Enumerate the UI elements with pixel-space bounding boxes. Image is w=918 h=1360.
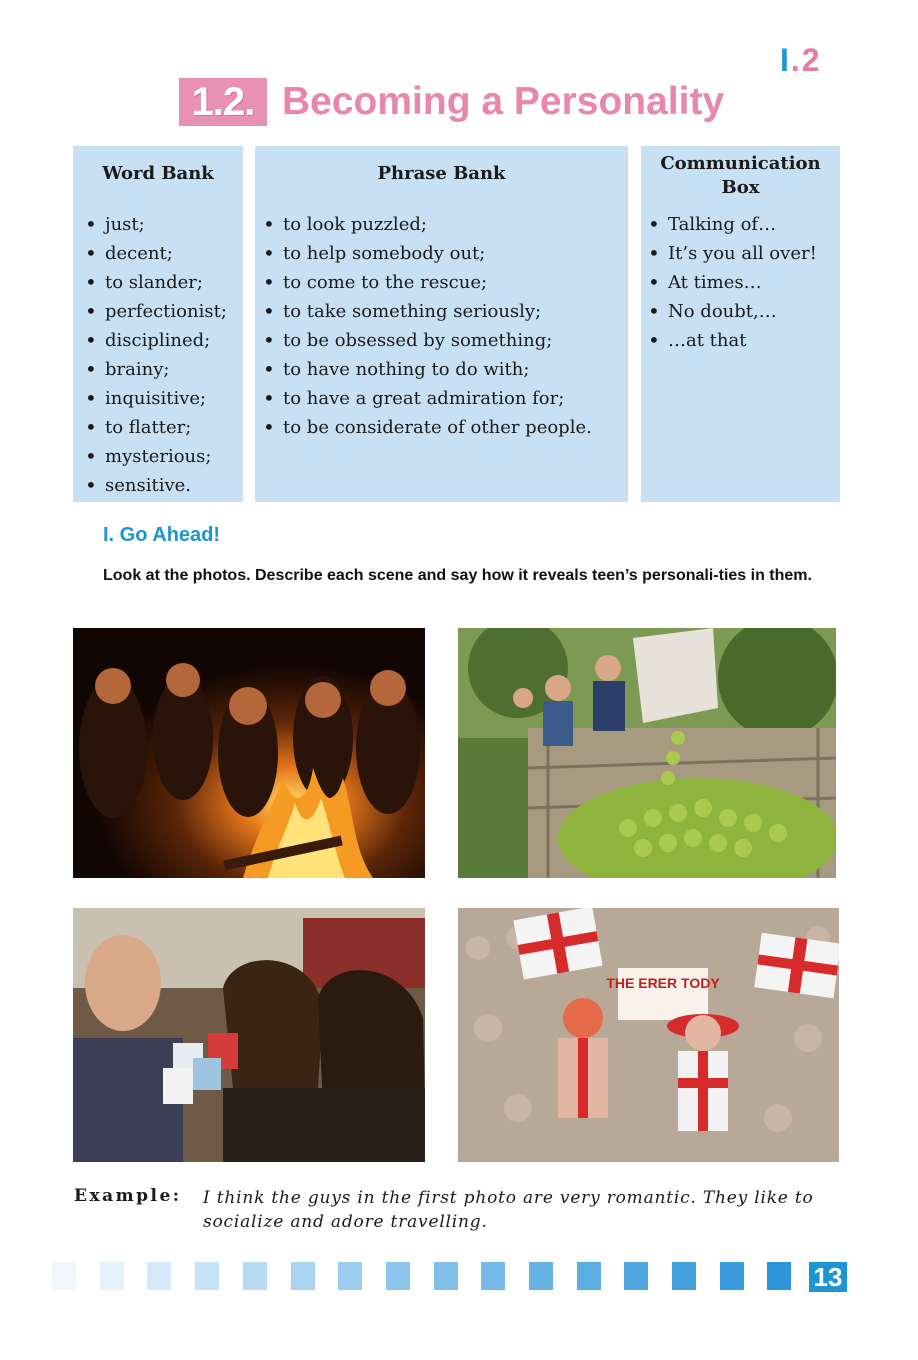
footer-square xyxy=(338,1262,362,1290)
footer-square xyxy=(767,1262,791,1290)
list-item: • Talking of… xyxy=(648,210,817,239)
list-item: • perfectionist; xyxy=(85,297,227,326)
communication-box-heading-line2: Box xyxy=(721,177,760,198)
footer-square xyxy=(386,1262,410,1290)
example-text: I think the guys in the first photo are very romantic. They like to socialize and adore travelling. xyxy=(203,1188,814,1232)
list-item: • …at that xyxy=(648,326,817,355)
list-item: • to be obsessed by something; xyxy=(263,326,592,355)
communication-box xyxy=(641,146,840,502)
list-item: • brainy; xyxy=(85,355,227,384)
list-item: • to slander; xyxy=(85,268,227,297)
fans-sign-text: THE ERER TODY xyxy=(606,975,720,991)
photo-football-fans xyxy=(458,908,839,1162)
footer-square xyxy=(195,1262,219,1290)
list-item: • inquisitive; xyxy=(85,384,227,413)
phrase-bank-box xyxy=(255,146,628,502)
word-bank-heading: Word Bank xyxy=(102,163,214,184)
footer-square xyxy=(624,1262,648,1290)
word-bank-list xyxy=(85,210,227,500)
list-item: • to take something seriously; xyxy=(263,297,592,326)
task-instructions: Look at the photos. Describe each scene and say how it reveals teen’s personali-ties in them. xyxy=(103,567,812,584)
list-item: • to have a great admiration for; xyxy=(263,384,592,413)
footer-square xyxy=(291,1262,315,1290)
phrase-bank-list xyxy=(263,210,592,442)
list-item: • decent; xyxy=(85,239,227,268)
footer-square xyxy=(147,1262,171,1290)
lesson-title: Becoming a Personality xyxy=(282,80,725,123)
photo-friends-cafe xyxy=(73,908,425,1162)
communication-box-heading-line1: Communication xyxy=(660,153,821,174)
footer-square xyxy=(100,1262,124,1290)
word-bank-box xyxy=(73,146,243,502)
lesson-number-badge: 1.2. xyxy=(179,78,267,126)
chapter-marker-number: .2 xyxy=(790,42,822,78)
footer-square xyxy=(577,1262,601,1290)
list-item: • No doubt,… xyxy=(648,297,817,326)
list-item: • mysterious; xyxy=(85,442,227,471)
example-label: Example: xyxy=(74,1186,182,1206)
list-item: • just; xyxy=(85,210,227,239)
list-item: • sensitive. xyxy=(85,471,227,500)
chapter-marker-i: I xyxy=(780,42,791,78)
list-item: • to come to the rescue; xyxy=(263,268,592,297)
list-item: • to be considerate of other people. xyxy=(263,413,592,442)
list-item: • to have nothing to do with; xyxy=(263,355,592,384)
photo-apple-harvest xyxy=(458,628,836,878)
page-number: 13 xyxy=(809,1262,847,1292)
list-item: • to look puzzled; xyxy=(263,210,592,239)
communication-box-list xyxy=(648,210,817,355)
footer-square xyxy=(529,1262,553,1290)
chapter-marker xyxy=(780,42,822,79)
footer-square xyxy=(52,1262,76,1290)
footer-square xyxy=(243,1262,267,1290)
list-item: • to help somebody out; xyxy=(263,239,592,268)
footer-square xyxy=(720,1262,744,1290)
photo-campfire xyxy=(73,628,425,878)
list-item: • to flatter; xyxy=(85,413,227,442)
footer-square xyxy=(434,1262,458,1290)
footer-square xyxy=(672,1262,696,1290)
list-item: • At times… xyxy=(648,268,817,297)
footer-square xyxy=(481,1262,505,1290)
list-item: • It’s you all over! xyxy=(648,239,817,268)
list-item: • disciplined; xyxy=(85,326,227,355)
communication-box-heading xyxy=(641,152,840,200)
phrase-bank-heading: Phrase Bank xyxy=(377,163,506,184)
section-heading: I. Go Ahead! xyxy=(103,524,221,546)
